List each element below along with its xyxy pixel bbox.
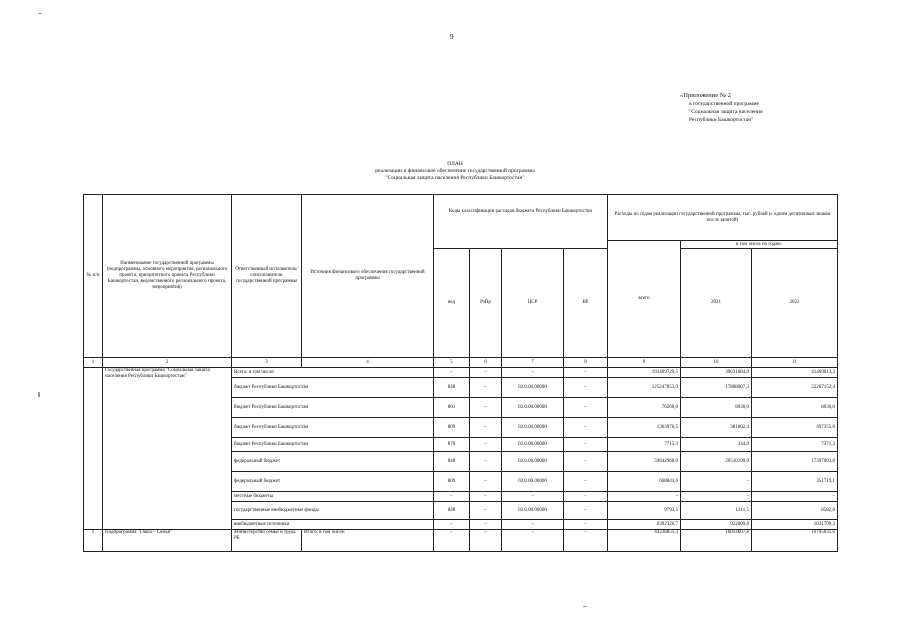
row-total: 9793,5 <box>608 502 681 520</box>
row-total: 59642968,0 <box>608 452 681 472</box>
row-csr: – <box>502 368 564 378</box>
row-2021: 922009,8 <box>681 520 752 530</box>
appendix-note <box>680 92 763 124</box>
plan-table <box>83 194 838 552</box>
column-number: 6 <box>470 358 502 368</box>
column-number: 9 <box>608 358 681 368</box>
row-vr: – <box>564 398 608 418</box>
row-vid: 848 <box>434 502 470 520</box>
header-codes: Коды классификации расходов бюджета Республики Башкортостан <box>434 195 608 249</box>
row-vid: 809 <box>434 472 470 492</box>
row-source: федеральный бюджет <box>232 452 434 472</box>
column-numbers-row <box>84 358 838 368</box>
row-csr: – <box>502 520 564 530</box>
row-rzpr: – <box>470 398 502 418</box>
row-2021: 1211,5 <box>681 502 752 520</box>
scan-mark <box>38 13 42 14</box>
header-name: Наименование государственной программы (подпрограммы, основного мероприятия, регионального проекта, приоритетного проекта Республики Башкортостан, ведомственного регионального проекта, мероприятия) <box>103 195 232 358</box>
header-2022: 2022 <box>752 249 838 358</box>
row-2021: – <box>681 492 752 502</box>
row-csr: 02.0.00.00000 <box>502 472 564 492</box>
header-including: в том числе по годам: <box>681 241 838 249</box>
row-2021: 381802,4 <box>681 418 752 438</box>
document-title <box>350 161 560 182</box>
row-vid: 801 <box>434 398 470 418</box>
row-csr: – <box>502 492 564 502</box>
title-line: "Социальная защита населения Республики Башкортостан" <box>385 175 525 181</box>
appendix-line: "Социальная защита населения <box>689 109 763 115</box>
scan-mark <box>583 606 587 607</box>
header-vid: вед <box>434 249 470 358</box>
subprogram-2022: 10795035,6 <box>752 530 838 552</box>
column-number: 3 <box>232 358 302 368</box>
row-2021: 20510199,0 <box>681 452 752 472</box>
row-vr: – <box>564 492 608 502</box>
row-vr: – <box>564 452 608 472</box>
row-2021: 39631684,0 <box>681 368 752 378</box>
column-number: 4 <box>302 358 434 368</box>
row-rzpr: – <box>470 368 502 378</box>
subprogram-vr: – <box>564 530 608 552</box>
row-2022: 17397003,8 <box>752 452 838 472</box>
column-number: 7 <box>502 358 564 368</box>
subprogram-row <box>84 530 838 552</box>
scan-mark <box>38 392 40 397</box>
row-total: 6392326,7 <box>608 520 681 530</box>
row-2021: 8030,0 <box>681 398 752 418</box>
row-rzpr: – <box>470 452 502 472</box>
header-num: № п/п <box>84 195 103 358</box>
subprogram-executor: Министерство семьи и труда РБ <box>232 530 302 552</box>
row-source: внебюджетные источники <box>232 520 434 530</box>
header-total: всего <box>608 241 681 358</box>
row-vid: 809 <box>434 418 470 438</box>
row-vr: – <box>564 378 608 398</box>
row-source: государственные внебюджетные фонды <box>232 502 434 520</box>
row-2021: 344,0 <box>681 438 752 452</box>
subprogram-rzpr: – <box>470 530 502 552</box>
row-source: местные бюджеты <box>232 492 434 502</box>
header-rzpr: РзПр <box>470 249 502 358</box>
row-csr: 02.0.00.00000 <box>502 398 564 418</box>
row-vr: – <box>564 438 608 452</box>
row-rzpr: – <box>470 438 502 452</box>
row-vid: – <box>434 520 470 530</box>
row-2022: 351719,1 <box>752 472 838 492</box>
page-number: 9 <box>450 33 454 41</box>
row-total: 7715,3 <box>608 438 681 452</box>
column-number: 10 <box>681 358 752 368</box>
header-vr: ВР <box>564 249 608 358</box>
row-2022: 41469013,3 <box>752 368 838 378</box>
row-vr: – <box>564 418 608 438</box>
subprogram-total: 44238855,3 <box>608 530 681 552</box>
header-2021: 2021 <box>681 249 752 358</box>
row-vid: 870 <box>434 438 470 452</box>
subprogram-source: Итого, в том числе: <box>302 530 434 552</box>
row-source: бюджет Республики Башкортостан <box>232 418 434 438</box>
appendix-line: к государственной программе <box>689 101 759 107</box>
row-vid: – <box>434 368 470 378</box>
row-csr: 02.0.00.00000 <box>502 452 564 472</box>
row-source: федеральный бюджет <box>232 472 434 492</box>
subprogram-vid: – <box>434 530 470 552</box>
row-vid: 848 <box>434 378 470 398</box>
column-number: 5 <box>434 358 470 368</box>
header-executor: Ответственный исполнитель/ соисполнители государственной программы <box>232 195 302 358</box>
row-total: – <box>608 492 681 502</box>
program-num <box>84 368 103 530</box>
header-expenses: Расходы по годам реализации государственной программы, тыс. рублей (с одним десятичным знаком после запятой) <box>608 195 838 241</box>
row-vr: – <box>564 502 608 520</box>
appendix-line: «Приложение № 2 <box>680 92 731 99</box>
subprogram-num: 1 <box>84 530 103 552</box>
row-2022: 8582,0 <box>752 502 838 520</box>
row-rzpr: – <box>470 378 502 398</box>
row-total: 1363976,5 <box>608 418 681 438</box>
title-line: ПЛАН <box>447 161 463 167</box>
title-line: реализации и финансовое обеспечение государственной программы <box>375 168 535 174</box>
row-rzpr: – <box>470 472 502 492</box>
row-2022: 8030,0 <box>752 398 838 418</box>
row-2021: 17808007,3 <box>681 378 752 398</box>
row-2021: – <box>681 472 752 492</box>
row-2022: 1031799,3 <box>752 520 838 530</box>
row-2022: 22267152,4 <box>752 378 838 398</box>
row-csr: 02.0.00.00000 <box>502 418 564 438</box>
row-rzpr: – <box>470 520 502 530</box>
row-source: бюджет Республики Башкортостан <box>232 378 434 398</box>
subprogram-csr: – <box>502 530 564 552</box>
row-rzpr: – <box>470 502 502 520</box>
header-csr: ЦСР <box>502 249 564 358</box>
row-csr: 02.0.00.00000 <box>502 438 564 452</box>
row-total: 125247853,9 <box>608 378 681 398</box>
row-vr: – <box>564 520 608 530</box>
row-total: 193409729,5 <box>608 368 681 378</box>
row-2022: 497355,6 <box>752 418 838 438</box>
row-rzpr: – <box>470 418 502 438</box>
column-number: 2 <box>103 358 232 368</box>
table-row <box>84 368 838 378</box>
row-source: Всего, в том числе: <box>232 368 434 378</box>
row-2022: – <box>752 492 838 502</box>
row-rzpr: – <box>470 492 502 502</box>
column-number: 8 <box>564 358 608 368</box>
row-vr: – <box>564 368 608 378</box>
program-name: Государственная программа "Социальная защита населения Республики Башкортостан" <box>103 368 232 530</box>
header-source: Источник финансового обеспечения государственной программы <box>302 195 434 358</box>
row-source: бюджет Республики Башкортостан <box>232 438 434 452</box>
column-number: 1 <box>84 358 103 368</box>
subprogram-name: Подпрограмма "Гаяла – Семья" <box>103 530 232 552</box>
row-total: 668843,6 <box>608 472 681 492</box>
row-source: бюджет Республики Башкортостан <box>232 398 434 418</box>
row-2022: 7371,3 <box>752 438 838 452</box>
subprogram-2021: 10014607,8 <box>681 530 752 552</box>
appendix-line: Республики Башкортостан" <box>689 117 754 123</box>
row-total: 76260,0 <box>608 398 681 418</box>
row-csr: 02.0.00.00000 <box>502 502 564 520</box>
row-vid: – <box>434 492 470 502</box>
row-csr: 02.0.00.00000 <box>502 378 564 398</box>
row-vid: 848 <box>434 452 470 472</box>
column-number: 11 <box>752 358 838 368</box>
row-vr: – <box>564 472 608 492</box>
